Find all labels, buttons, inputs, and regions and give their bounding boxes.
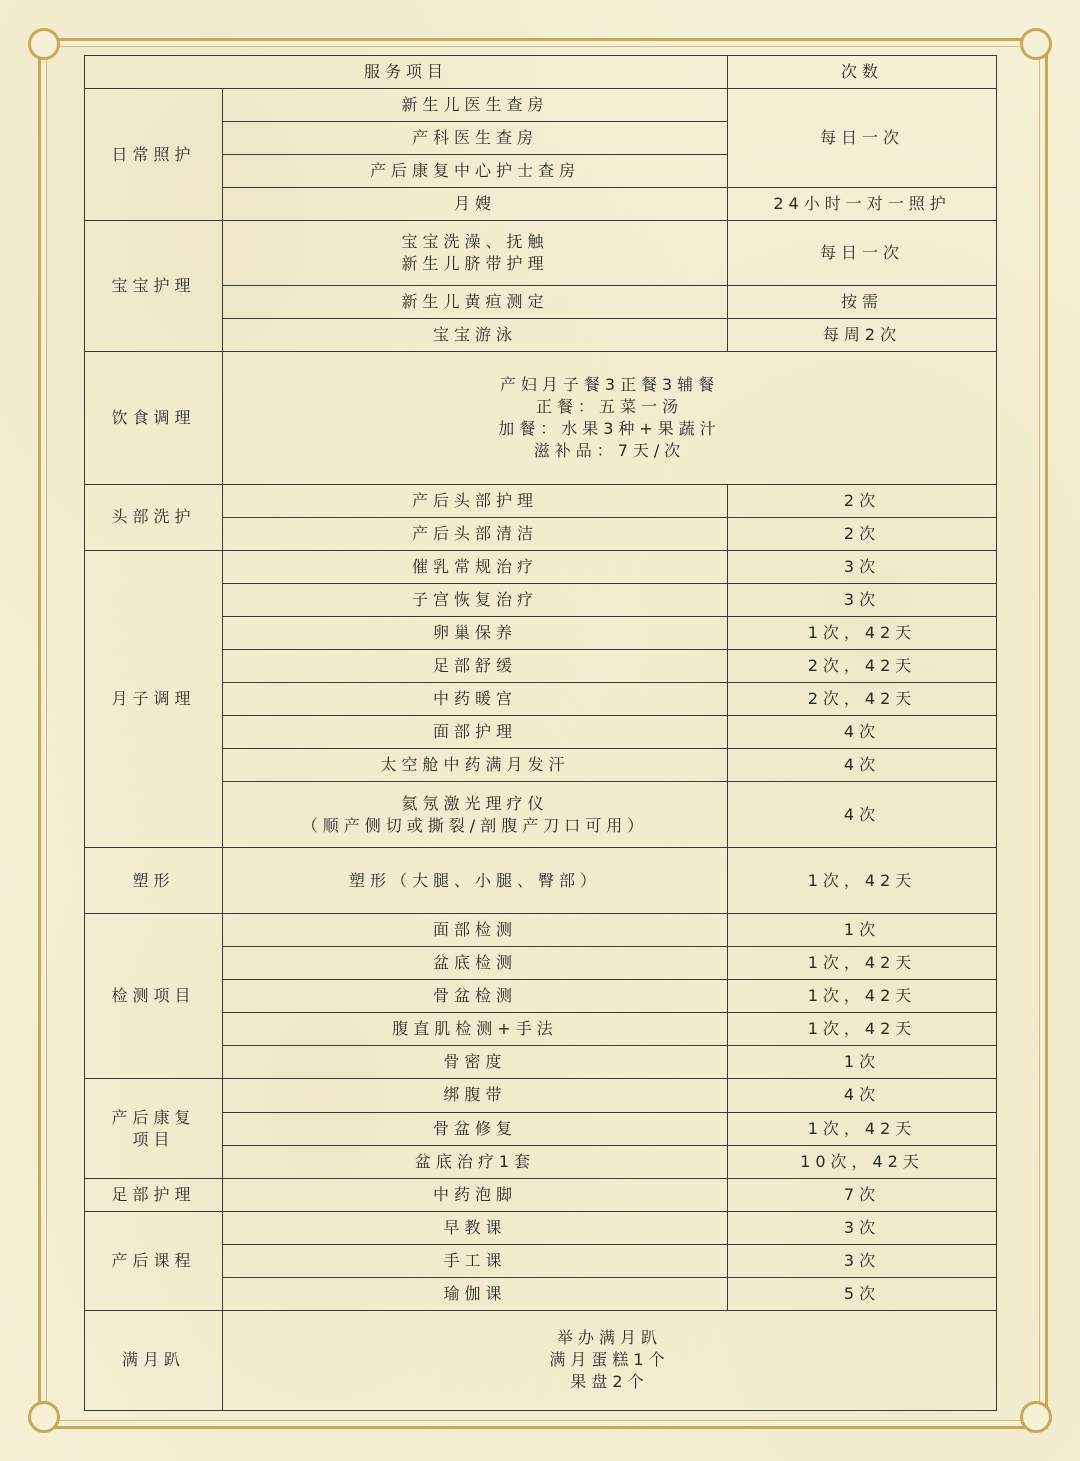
item-cell: 面部检测 xyxy=(223,914,728,947)
item-cell: 子宫恢复治疗 xyxy=(223,583,728,616)
count-cell: 1次，42天 xyxy=(728,1013,997,1046)
table-row xyxy=(85,1178,997,1211)
item-line: 新生儿脐带护理 xyxy=(401,254,549,274)
count-cell: 2次，42天 xyxy=(728,649,997,682)
diet-line: 正餐：五菜一汤 xyxy=(536,397,684,417)
item-cell: 塑形（大腿、小腿、臀部） xyxy=(223,848,728,914)
table-row xyxy=(85,550,997,583)
table-row xyxy=(85,1310,997,1410)
count-cell: 3次 xyxy=(728,583,997,616)
count-cell: 每日一次 xyxy=(728,89,997,188)
item-cell: 卵巢保养 xyxy=(223,616,728,649)
full-moon-line: 满月蛋糕1个 xyxy=(549,1350,670,1370)
count-cell: 2次，42天 xyxy=(728,682,997,715)
table-row xyxy=(85,352,997,484)
count-cell: 2次 xyxy=(728,517,997,550)
count-cell: 1次，42天 xyxy=(728,947,997,980)
count-cell: 24小时一对一照护 xyxy=(728,188,997,221)
diet-line: 加餐：水果3种+果蔬汁 xyxy=(498,419,721,439)
item-cell: 足部舒缓 xyxy=(223,649,728,682)
item-cell: 骨盆检测 xyxy=(223,980,728,1013)
count-cell: 1次，42天 xyxy=(728,980,997,1013)
category-courses: 产后课程 xyxy=(85,1211,223,1310)
header-count: 次数 xyxy=(728,56,997,89)
category-diet: 饮食调理 xyxy=(85,352,223,484)
table-row xyxy=(85,914,997,947)
table-row xyxy=(85,848,997,914)
item-line: 宝宝洗澡、抚触 xyxy=(401,232,549,252)
category-shaping: 塑形 xyxy=(85,848,223,914)
count-cell: 每日一次 xyxy=(728,221,997,286)
item-cell: 催乳常规治疗 xyxy=(223,550,728,583)
item-cell: 宝宝游泳 xyxy=(223,319,728,352)
item-cell: 绑腹带 xyxy=(223,1079,728,1112)
item-cell: 中药泡脚 xyxy=(223,1178,728,1211)
corner-ornament xyxy=(28,28,60,60)
item-line: 氦氖激光理疗仪 xyxy=(401,793,549,813)
count-cell: 1次，42天 xyxy=(728,1112,997,1145)
item-cell: 骨盆修复 xyxy=(223,1112,728,1145)
count-cell: 按需 xyxy=(728,286,997,319)
table-row xyxy=(85,1211,997,1244)
count-cell: 每周2次 xyxy=(728,319,997,352)
count-cell: 4次 xyxy=(728,748,997,781)
item-cell: 新生儿黄疸测定 xyxy=(223,286,728,319)
item-cell: 瑜伽课 xyxy=(223,1277,728,1310)
item-cell: 产后头部护理 xyxy=(223,484,728,517)
count-cell: 1次 xyxy=(728,914,997,947)
item-cell: 中药暖宫 xyxy=(223,682,728,715)
item-cell: 盆底检测 xyxy=(223,947,728,980)
category-daily-care: 日常照护 xyxy=(85,89,223,221)
category-hair-care: 头部洗护 xyxy=(85,484,223,550)
item-cell: 腹直肌检测+手法 xyxy=(223,1013,728,1046)
count-cell: 3次 xyxy=(728,1211,997,1244)
diet-line: 滋补品：7天/次 xyxy=(533,441,686,461)
full-moon-line: 果盘2个 xyxy=(570,1372,649,1392)
table-row xyxy=(85,89,997,122)
item-cell: 面部护理 xyxy=(223,715,728,748)
corner-ornament xyxy=(28,1401,60,1433)
category-line: 项目 xyxy=(132,1129,175,1149)
header-row xyxy=(85,56,997,89)
count-cell: 2次 xyxy=(728,484,997,517)
category-testing: 检测项目 xyxy=(85,914,223,1079)
service-table xyxy=(84,55,997,1411)
item-cell: 骨密度 xyxy=(223,1046,728,1079)
item-cell: 产科医生查房 xyxy=(223,122,728,155)
item-cell xyxy=(223,221,728,286)
category-foot-care: 足部护理 xyxy=(85,1178,223,1211)
header-item: 服务项目 xyxy=(85,56,728,89)
table-row xyxy=(85,221,997,286)
count-cell: 7次 xyxy=(728,1178,997,1211)
table-row xyxy=(85,1079,997,1112)
diet-line: 产妇月子餐3正餐3辅餐 xyxy=(499,375,720,395)
count-cell: 3次 xyxy=(728,550,997,583)
full-moon-detail xyxy=(223,1310,997,1410)
category-recovery xyxy=(85,1079,223,1178)
count-cell: 1次，42天 xyxy=(728,616,997,649)
count-cell: 3次 xyxy=(728,1244,997,1277)
count-cell: 4次 xyxy=(728,715,997,748)
corner-ornament xyxy=(1020,1401,1052,1433)
item-cell: 月嫂 xyxy=(223,188,728,221)
item-cell: 新生儿医生查房 xyxy=(223,89,728,122)
corner-ornament xyxy=(1020,28,1052,60)
item-cell: 产后康复中心护士查房 xyxy=(223,155,728,188)
item-cell: 早教课 xyxy=(223,1211,728,1244)
table-row xyxy=(85,484,997,517)
category-line: 产后康复 xyxy=(111,1107,196,1127)
item-cell: 盆底治疗1套 xyxy=(223,1145,728,1178)
count-cell: 4次 xyxy=(728,1079,997,1112)
category-baby-care: 宝宝护理 xyxy=(85,221,223,352)
full-moon-line: 举办满月趴 xyxy=(557,1328,663,1348)
category-full-moon: 满月趴 xyxy=(85,1310,223,1410)
count-cell: 1次 xyxy=(728,1046,997,1079)
item-cell: 产后头部清洁 xyxy=(223,517,728,550)
diet-detail xyxy=(223,352,997,484)
item-cell xyxy=(223,782,728,848)
count-cell: 5次 xyxy=(728,1277,997,1310)
item-cell: 手工课 xyxy=(223,1244,728,1277)
count-cell: 4次 xyxy=(728,782,997,848)
count-cell: 1次，42天 xyxy=(728,848,997,914)
item-line: （顺产侧切或撕裂/剖腹产刀口可用） xyxy=(301,815,649,835)
category-confinement: 月子调理 xyxy=(85,550,223,847)
item-cell: 太空舱中药满月发汗 xyxy=(223,748,728,781)
count-cell: 10次，42天 xyxy=(728,1145,997,1178)
